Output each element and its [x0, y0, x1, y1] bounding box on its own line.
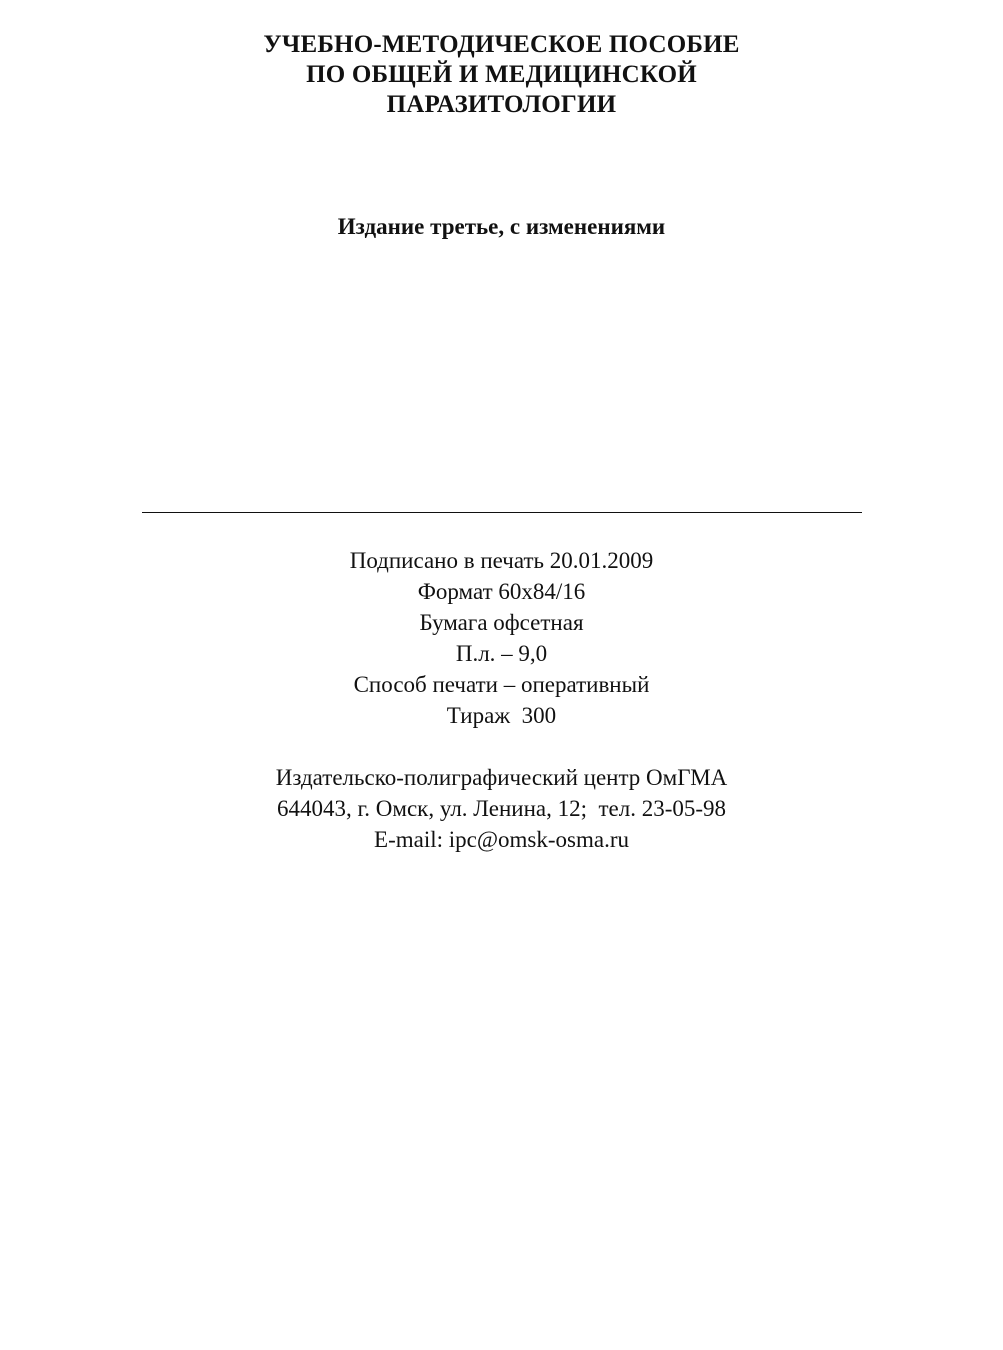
publisher-name: Издательско-полиграфический центр ОмГМА: [275, 765, 728, 790]
imprint-circulation: Тираж 300: [446, 703, 557, 728]
publisher-email: E-mail: ipc@omsk-osma.ru: [374, 827, 629, 852]
imprint-sheets: П.л. – 9,0: [455, 641, 548, 666]
publisher-info: [0, 762, 1003, 855]
publisher-address: 644043, г. Омск, ул. Ленина, 12; тел. 23-05-98: [276, 796, 727, 821]
imprint-print-method: Способ печати – оперативный: [353, 672, 650, 697]
edition-note: Издание третье, с изменениями: [337, 214, 666, 239]
horizontal-divider: [142, 512, 862, 513]
title-line-2: ПО ОБЩЕЙ И МЕДИЦИНСКОЙ: [306, 61, 697, 88]
imprint-signed-date: Подписано в печать 20.01.2009: [349, 548, 654, 573]
imprint-format: Формат 60х84/16: [417, 579, 586, 604]
document-title: [0, 30, 1003, 120]
title-line-1: УЧЕБНО-МЕТОДИЧЕСКОЕ ПОСОБИЕ: [263, 31, 740, 58]
imprint-details: [0, 545, 1003, 731]
title-line-3: ПАРАЗИТОЛОГИИ: [386, 91, 617, 118]
imprint-paper: Бумага офсетная: [419, 610, 584, 635]
